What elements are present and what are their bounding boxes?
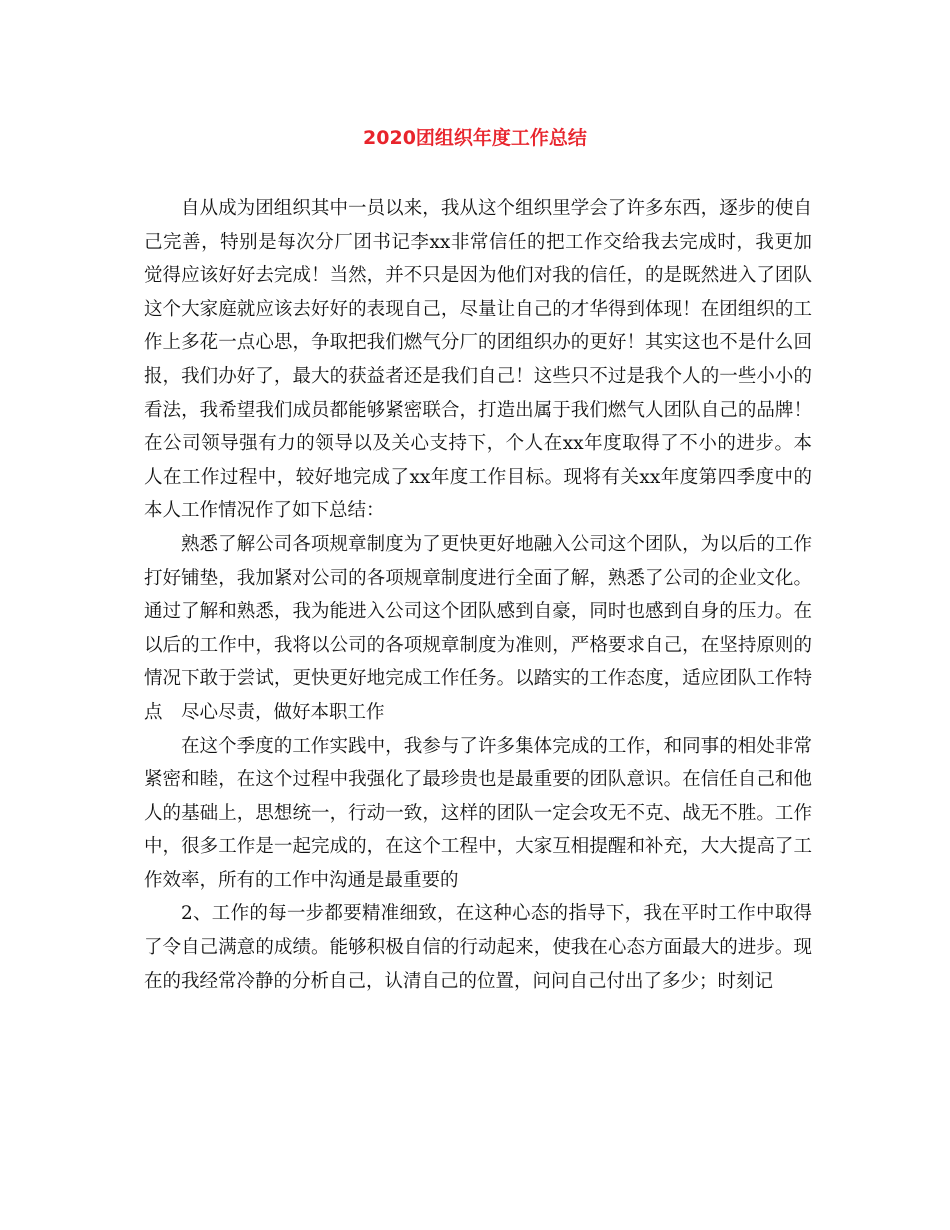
paragraph-2: 熟悉了解公司各项规章制度为了更快更好地融入公司这个团队，为以后的工作打好铺垫，我加紧对公司的各项规章制度进行全面了解，熟悉了公司的企业文化。通过了解和熟悉，我为能进入公司这个团队感到自豪，同时也感到自身的压力。在以后的工作中，我将以公司的各项规章制度为准则，严格要求自己，在坚持原则的情况下敢于尝试，更快更好地完成工作任务。以踏实的工作态度，适应团队工作特点 尽心尽责，做好本职工作 — [144, 533, 812, 723]
document-title: 2020团组织年度工作总结 — [363, 127, 587, 149]
paragraph-4: 2、工作的每一步都要精准细致，在这种心态的指导下，我在平时工作中取得了令自己满意的成绩。能够积极自信的行动起来，使我在心态方面最大的进步。现在的我经常冷静的分析自己，认清自己的位置，问问自己付出了多少；时刻记 — [144, 903, 812, 992]
paragraph-1: 自从成为团组织其中一员以来，我从这个组织里学会了许多东西，逐步的使自己完善，特别是每次分厂团书记李xx非常信任的把工作交给我去完成时，我更加觉得应该好好去完成！当然，并不只是因为他们对我的信任，的是既然进入了团队这个大家庭就应该去好好的表现自己，尽量让自己的才华得到体现！在团组织的工作上多花一点心思，争取把我们燃气分厂的团组织办的更好！其实这也不是什么回报，我们办好了，最大的获益者还是我们自己！这些只不过是我个人的一些小小的看法，我希望我们成员都能够紧密联合，打造出属于我们燃气人团队自己的品牌！在公司领导强有力的领导以及关心支持下，个人在xx年度取得了不小的进步。本人在工作过程中，较好地完成了xx年度工作目标。现将有关xx年度第四季度中的本人工作情况作了如下总结： — [144, 198, 812, 522]
document-body — [144, 192, 812, 998]
paragraph-3: 在这个季度的工作实践中，我参与了许多集体完成的工作，和同事的相处非常紧密和睦，在这个过程中我强化了最珍贵也是最重要的团队意识。在信任自己和他人的基础上，思想统一，行动一致，这样的团队一定会攻无不克、战无不胜。工作中，很多工作是一起完成的，在这个工程中，大家互相提醒和补充，大大提高了工作效率，所有的工作中沟通是最重要的 — [144, 735, 812, 891]
